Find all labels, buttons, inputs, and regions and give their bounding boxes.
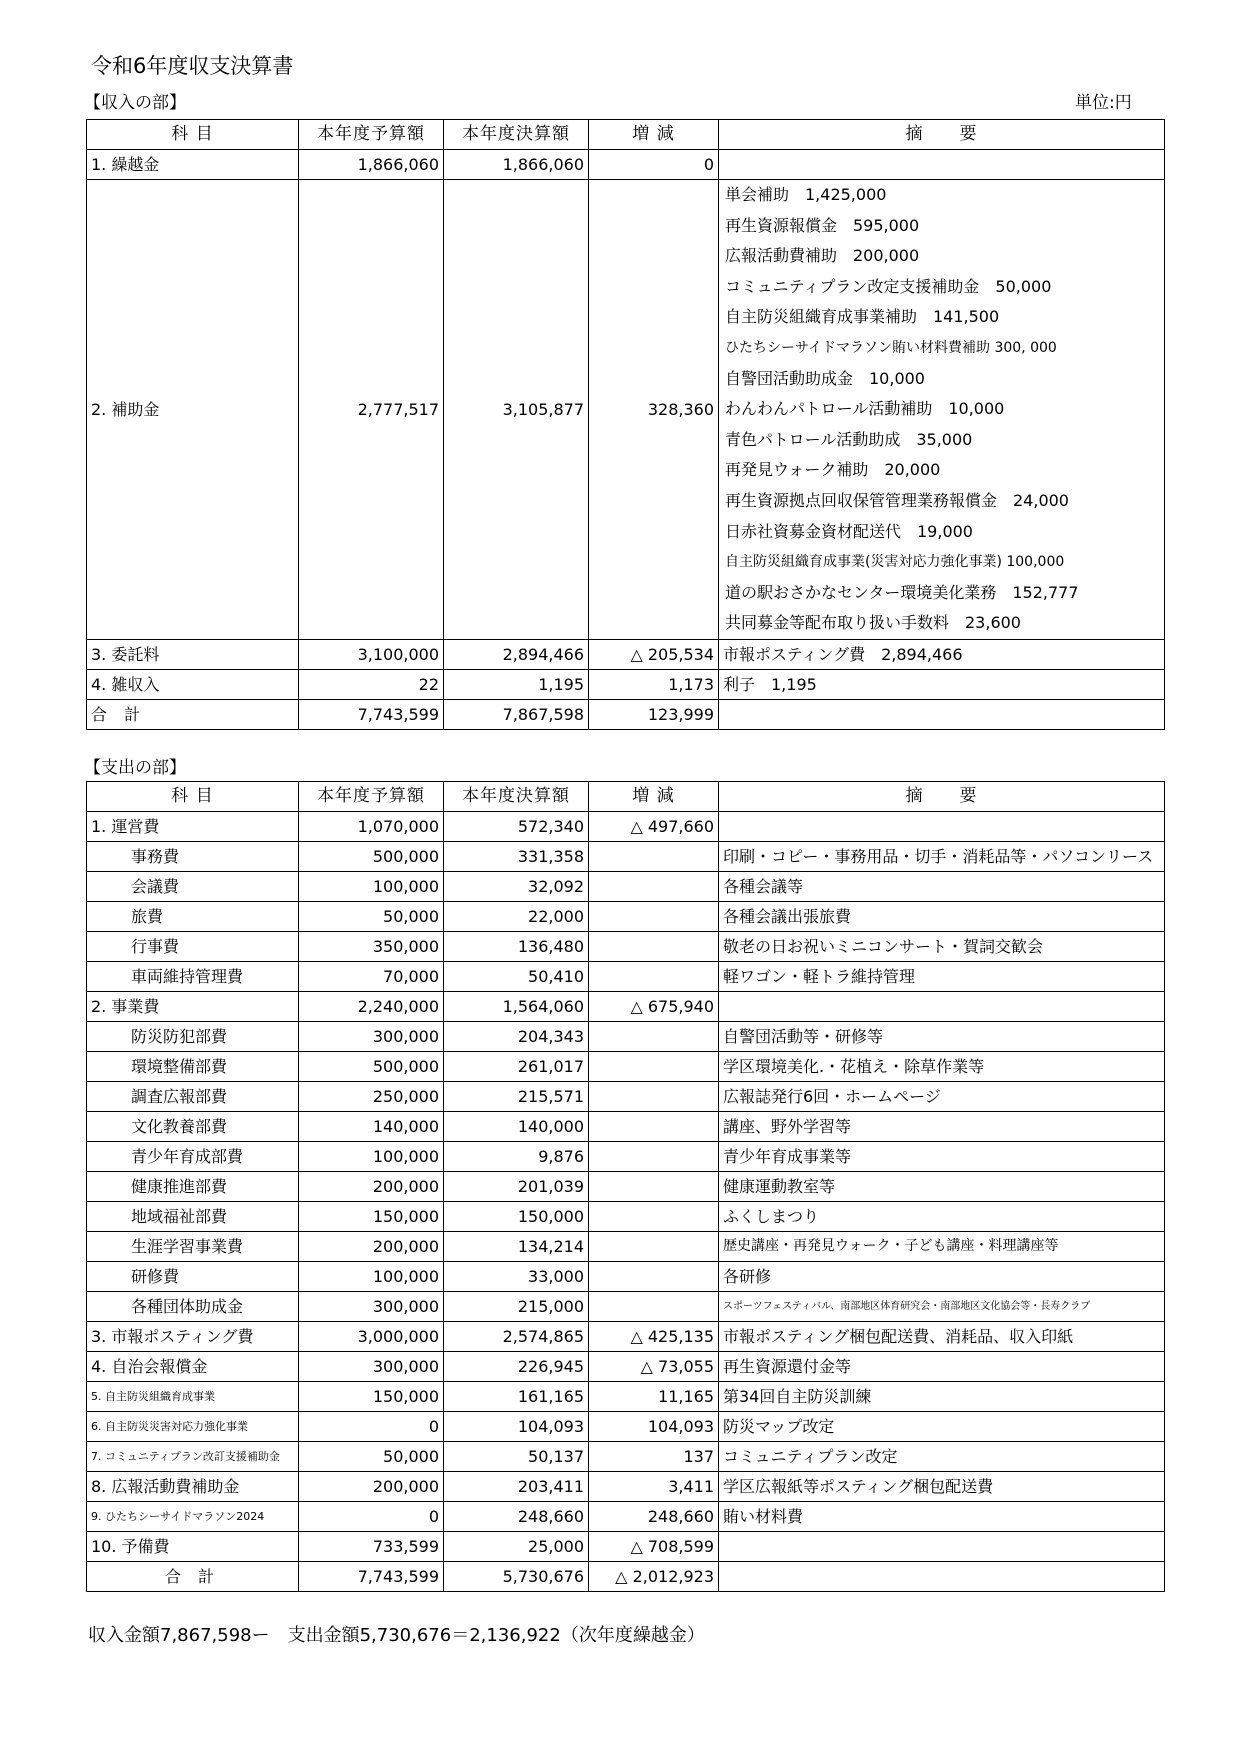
item-cell: 4. 自治会報償金 (87, 1352, 299, 1382)
item-cell: 会議費 (87, 872, 299, 902)
expense-row (87, 1322, 1165, 1352)
diff-cell (589, 842, 719, 872)
note-cell: 各種会議等 (719, 872, 1165, 902)
actual-cell: 331,358 (444, 842, 589, 872)
subsidy-note: ひたちシーサイドマラソン賄い材料費補助 300, 000 (725, 339, 1057, 356)
diff-cell: 137 (589, 1442, 719, 1472)
actual-cell: 1,866,060 (444, 150, 589, 180)
budget-cell: 0 (299, 1502, 444, 1532)
diff-cell (589, 902, 719, 932)
subsidy-note: 青色パトロール活動助成 35,000 (725, 429, 973, 449)
budget-cell: 250,000 (299, 1082, 444, 1112)
item-cell: 6. 自主防災災害対応力強化事業 (87, 1412, 299, 1442)
note-cell: 講座、野外学習等 (719, 1112, 1165, 1142)
expense-row (87, 1412, 1165, 1442)
subsidy-notes-list (719, 180, 1165, 640)
diff-cell: △ 205,534 (589, 640, 719, 670)
subsidy-note: わんわんパトロール活動補助 10,000 (725, 399, 1005, 419)
budget-cell: 200,000 (299, 1172, 444, 1202)
budget-cell: 100,000 (299, 1262, 444, 1292)
header-budget: 本年度予算額 (299, 120, 444, 150)
item-cell: 合 計 (87, 700, 299, 730)
actual-cell: 32,092 (444, 872, 589, 902)
budget-cell: 150,000 (299, 1382, 444, 1412)
item-cell: 各種団体助成金 (87, 1292, 299, 1322)
actual-cell: 25,000 (444, 1532, 589, 1562)
note-cell: 敬老の日お祝いミニコンサート・賀詞交歓会 (719, 932, 1165, 962)
budget-cell: 1,070,000 (299, 812, 444, 842)
actual-cell: 104,093 (444, 1412, 589, 1442)
diff-cell: △ 675,940 (589, 992, 719, 1022)
expense-row (87, 872, 1165, 902)
budget-cell: 200,000 (299, 1472, 444, 1502)
expense-row (87, 1442, 1165, 1472)
diff-cell (589, 1202, 719, 1232)
expense-row (87, 932, 1165, 962)
item-cell: 合 計 (87, 1562, 299, 1592)
item-cell: 5. 自主防災組織育成事業 (87, 1382, 299, 1412)
item-cell: 青少年育成部費 (87, 1142, 299, 1172)
item-cell: 車両維持管理費 (87, 962, 299, 992)
item-cell: 4. 雑収入 (87, 670, 299, 700)
expense-section-label: 【支出の部】 (84, 758, 186, 778)
diff-cell (589, 1082, 719, 1112)
budget-cell: 7,743,599 (299, 1562, 444, 1592)
note-cell: スポーツフェスティバル、南部地区体育研究会・南部地区文化協会等・長寿クラブ (719, 1292, 1165, 1322)
note-cell: コミュニティプラン改定 (719, 1442, 1165, 1472)
actual-cell: 1,564,060 (444, 992, 589, 1022)
actual-cell: 161,165 (444, 1382, 589, 1412)
subsidy-note: 広報活動費補助 200,000 (725, 246, 920, 266)
subsidy-note: コミュニティプラン改定支援補助金 50,000 (725, 276, 1052, 296)
diff-cell (589, 1022, 719, 1052)
item-cell: 1. 運営費 (87, 812, 299, 842)
income-table (86, 119, 1165, 730)
note-cell: 青少年育成事業等 (719, 1142, 1165, 1172)
income-row-carryover (87, 150, 1165, 180)
subsidy-note: 自主防災組織育成事業(災害対応力強化事業) 100,000 (725, 554, 1065, 571)
diff-cell (589, 932, 719, 962)
budget-cell: 733,599 (299, 1532, 444, 1562)
unit-label: 単位:円 (1075, 93, 1132, 113)
budget-cell: 3,100,000 (299, 640, 444, 670)
actual-cell: 3,105,877 (444, 180, 589, 640)
actual-cell: 7,867,598 (444, 700, 589, 730)
document-title: 令和6年度収支決算書 (91, 54, 294, 78)
diff-cell: 248,660 (589, 1502, 719, 1532)
note-cell: 自警団活動等・研修等 (719, 1022, 1165, 1052)
expense-row (87, 962, 1165, 992)
actual-cell: 261,017 (444, 1052, 589, 1082)
actual-cell: 50,137 (444, 1442, 589, 1472)
expense-row (87, 1052, 1165, 1082)
note-cell (719, 992, 1165, 1022)
note-cell (719, 812, 1165, 842)
item-cell: 2. 補助金 (87, 180, 299, 640)
note-cell: 各研修 (719, 1262, 1165, 1292)
budget-cell: 22 (299, 670, 444, 700)
subsidy-note: 再生資源報償金 595,000 (725, 215, 920, 235)
expense-row (87, 1232, 1165, 1262)
budget-cell: 2,240,000 (299, 992, 444, 1022)
diff-cell (589, 1172, 719, 1202)
budget-cell: 350,000 (299, 932, 444, 962)
actual-cell: 204,343 (444, 1022, 589, 1052)
item-cell: 3. 委託料 (87, 640, 299, 670)
item-cell: 研修費 (87, 1262, 299, 1292)
diff-cell: 11,165 (589, 1382, 719, 1412)
actual-cell: 215,571 (444, 1082, 589, 1112)
income-row-misc (87, 670, 1165, 700)
note-cell (719, 1532, 1165, 1562)
budget-cell: 500,000 (299, 1052, 444, 1082)
actual-cell: 215,000 (444, 1292, 589, 1322)
header-diff: 増 減 (589, 120, 719, 150)
actual-cell: 2,894,466 (444, 640, 589, 670)
note-cell (719, 150, 1165, 180)
diff-cell: △ 425,135 (589, 1322, 719, 1352)
note-cell: 印刷・コピー・事務用品・切手・消耗品等・パソコンリース (719, 842, 1165, 872)
budget-cell: 0 (299, 1412, 444, 1442)
actual-cell: 134,214 (444, 1232, 589, 1262)
expense-row (87, 1082, 1165, 1112)
header-actual: 本年度決算額 (444, 782, 589, 812)
diff-cell (589, 1232, 719, 1262)
note-cell: 学区環境美化.・花植え・除草作業等 (719, 1052, 1165, 1082)
budget-cell: 500,000 (299, 842, 444, 872)
note-cell: 軽ワゴン・軽トラ維持管理 (719, 962, 1165, 992)
diff-cell: △ 708,599 (589, 1532, 719, 1562)
item-cell: 8. 広報活動費補助金 (87, 1472, 299, 1502)
header-item: 科 目 (87, 120, 299, 150)
budget-cell: 300,000 (299, 1292, 444, 1322)
note-cell (719, 700, 1165, 730)
item-cell: 9. ひたちシーサイドマラソン2024 (87, 1502, 299, 1532)
actual-cell: 33,000 (444, 1262, 589, 1292)
diff-cell (589, 1292, 719, 1322)
item-cell: 地域福祉部費 (87, 1202, 299, 1232)
actual-cell: 136,480 (444, 932, 589, 962)
header-note: 摘 要 (719, 782, 1165, 812)
expense-row (87, 1382, 1165, 1412)
subsidy-note: 自警団活動助成金 10,000 (725, 368, 925, 388)
item-cell: 2. 事業費 (87, 992, 299, 1022)
header-note: 摘 要 (719, 120, 1165, 150)
note-cell: 再生資源還付金等 (719, 1352, 1165, 1382)
actual-cell: 226,945 (444, 1352, 589, 1382)
actual-cell: 150,000 (444, 1202, 589, 1232)
actual-cell: 22,000 (444, 902, 589, 932)
expense-row (87, 1562, 1165, 1592)
income-row-commission (87, 640, 1165, 670)
item-cell: 健康推進部費 (87, 1172, 299, 1202)
item-cell: 防災防犯部費 (87, 1022, 299, 1052)
header-diff: 増 減 (589, 782, 719, 812)
budget-cell: 3,000,000 (299, 1322, 444, 1352)
expense-row (87, 1172, 1165, 1202)
expense-row (87, 1202, 1165, 1232)
budget-cell: 70,000 (299, 962, 444, 992)
budget-cell: 150,000 (299, 1202, 444, 1232)
income-section-label: 【収入の部】 (84, 93, 186, 113)
actual-cell: 140,000 (444, 1112, 589, 1142)
diff-cell: 328,360 (589, 180, 719, 640)
actual-cell: 201,039 (444, 1172, 589, 1202)
header-budget: 本年度予算額 (299, 782, 444, 812)
budget-cell: 2,777,517 (299, 180, 444, 640)
subsidy-note: 再生資源拠点回収保管管理業務報償金 24,000 (725, 490, 1069, 510)
actual-cell: 9,876 (444, 1142, 589, 1172)
item-cell: 調査広報部費 (87, 1082, 299, 1112)
actual-cell: 50,410 (444, 962, 589, 992)
expense-row (87, 1262, 1165, 1292)
item-cell: 行事費 (87, 932, 299, 962)
budget-cell: 7,743,599 (299, 700, 444, 730)
header-actual: 本年度決算額 (444, 120, 589, 150)
actual-cell: 1,195 (444, 670, 589, 700)
item-cell: 文化教養部費 (87, 1112, 299, 1142)
note-cell: 市報ポスティング費 2,894,466 (719, 640, 1165, 670)
subsidy-note: 共同募金等配布取り扱い手数料 23,600 (725, 613, 1021, 633)
budget-cell: 140,000 (299, 1112, 444, 1142)
actual-cell: 572,340 (444, 812, 589, 842)
note-cell: 賄い材料費 (719, 1502, 1165, 1532)
diff-cell (589, 1112, 719, 1142)
diff-cell: △ 2,012,923 (589, 1562, 719, 1592)
note-cell: 市報ポスティング梱包配送費、消耗品、収入印紙 (719, 1322, 1165, 1352)
item-cell: 7. コミュニティプラン改訂支援補助金 (87, 1442, 299, 1472)
item-cell: 1. 繰越金 (87, 150, 299, 180)
budget-cell: 100,000 (299, 1142, 444, 1172)
expense-row (87, 1142, 1165, 1172)
budget-cell: 200,000 (299, 1232, 444, 1262)
diff-cell: △ 73,055 (589, 1352, 719, 1382)
item-cell: 事務費 (87, 842, 299, 872)
budget-cell: 300,000 (299, 1022, 444, 1052)
note-cell: 健康運動教室等 (719, 1172, 1165, 1202)
expense-row (87, 1502, 1165, 1532)
note-cell: 防災マップ改定 (719, 1412, 1165, 1442)
subsidy-note: 自主防災組織育成事業補助 141,500 (725, 307, 1000, 327)
budget-cell: 100,000 (299, 872, 444, 902)
item-cell: 3. 市報ポスティング費 (87, 1322, 299, 1352)
item-cell: 環境整備部費 (87, 1052, 299, 1082)
actual-cell: 248,660 (444, 1502, 589, 1532)
diff-cell: 104,093 (589, 1412, 719, 1442)
subsidy-note: 再発見ウォーク補助 20,000 (725, 460, 941, 480)
balance-summary: 収入金額7,867,598ー 支出金額5,730,676＝2,136,922（次年度繰越金） (88, 1625, 705, 1646)
income-row-total (87, 700, 1165, 730)
expense-row (87, 1292, 1165, 1322)
subsidy-note: 単会補助 1,425,000 (725, 185, 887, 204)
budget-cell: 50,000 (299, 902, 444, 932)
expense-row (87, 1352, 1165, 1382)
note-cell: 各種会議出張旅費 (719, 902, 1165, 932)
note-cell (719, 1562, 1165, 1592)
diff-cell (589, 872, 719, 902)
note-cell: 第34回自主防災訓練 (719, 1382, 1165, 1412)
diff-cell (589, 1052, 719, 1082)
diff-cell (589, 1142, 719, 1172)
diff-cell (589, 1262, 719, 1292)
note-cell: 広報誌発行6回・ホームページ (719, 1082, 1165, 1112)
budget-cell: 300,000 (299, 1352, 444, 1382)
income-row-subsidy (87, 180, 1165, 640)
note-cell: ふくしまつり (719, 1202, 1165, 1232)
diff-cell (589, 962, 719, 992)
expense-row (87, 812, 1165, 842)
diff-cell: 1,173 (589, 670, 719, 700)
diff-cell: △ 497,660 (589, 812, 719, 842)
item-cell: 生涯学習事業費 (87, 1232, 299, 1262)
expense-row (87, 1472, 1165, 1502)
expense-table (86, 781, 1165, 1592)
expense-row (87, 902, 1165, 932)
budget-cell: 50,000 (299, 1442, 444, 1472)
income-header-row (87, 120, 1165, 150)
expense-row (87, 842, 1165, 872)
expense-body (87, 812, 1165, 1592)
expense-row (87, 1112, 1165, 1142)
note-cell: 利子 1,195 (719, 670, 1165, 700)
subsidy-note: 日赤社資募金資材配送代 19,000 (725, 521, 973, 541)
item-cell: 10. 予備費 (87, 1532, 299, 1562)
item-cell: 旅費 (87, 902, 299, 932)
expense-header-row (87, 782, 1165, 812)
diff-cell: 3,411 (589, 1472, 719, 1502)
actual-cell: 5,730,676 (444, 1562, 589, 1592)
budget-cell: 1,866,060 (299, 150, 444, 180)
expense-row (87, 1022, 1165, 1052)
actual-cell: 2,574,865 (444, 1322, 589, 1352)
subsidy-note: 道の駅おさかなセンター環境美化業務 152,777 (725, 582, 1079, 602)
note-cell: 歴史講座・再発見ウォーク・子ども講座・料理講座等 (719, 1232, 1165, 1262)
diff-cell: 0 (589, 150, 719, 180)
note-cell: 学区広報紙等ポスティング梱包配送費 (719, 1472, 1165, 1502)
actual-cell: 203,411 (444, 1472, 589, 1502)
expense-row (87, 992, 1165, 1022)
header-item: 科 目 (87, 782, 299, 812)
expense-row (87, 1532, 1165, 1562)
diff-cell: 123,999 (589, 700, 719, 730)
